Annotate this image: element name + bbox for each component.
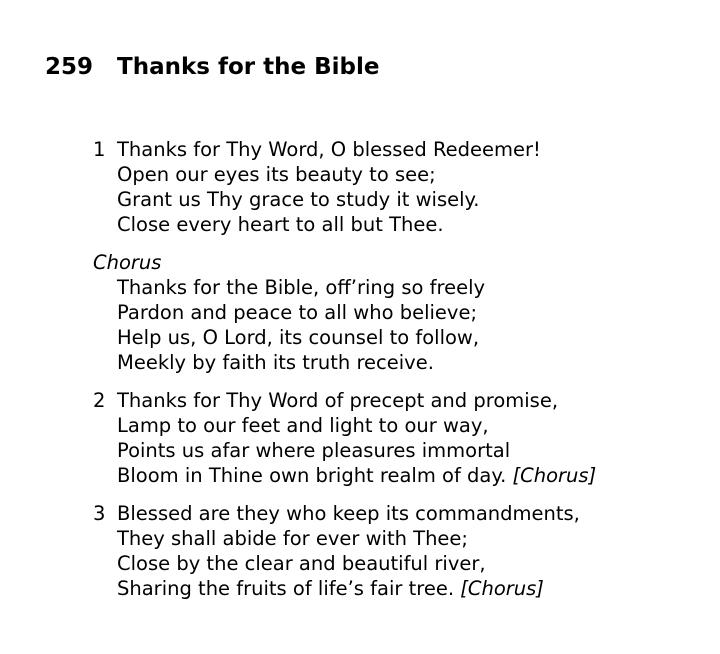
verse-line: [93, 576, 596, 601]
verse-text: Open our eyes its beauty to see;: [117, 163, 436, 186]
verse-3: [93, 501, 596, 601]
verse-number: 1: [93, 138, 106, 161]
verse-text: Grant us Thy grace to study it wisely.: [117, 188, 480, 211]
chorus-text: Meekly by faith its truth receive.: [117, 351, 434, 374]
verse-text: Close by the clear and beautiful river,: [117, 552, 486, 575]
verse-line: [93, 501, 596, 526]
verse-1: [93, 137, 596, 237]
chorus-reference: [Chorus]: [460, 577, 544, 600]
verse-text: Sharing the fruits of life’s fair tree.: [117, 577, 455, 600]
chorus-line: [93, 350, 596, 375]
verse-text: Close every heart to all but Thee.: [117, 213, 444, 236]
verse-number: 2: [93, 389, 106, 412]
verse-line: [93, 526, 596, 551]
verse-line: [93, 187, 596, 212]
verse-line: [93, 388, 596, 413]
chorus-label: Chorus: [93, 251, 162, 274]
hymn-heading: [45, 52, 379, 82]
verse-text: They shall abide for ever with Thee;: [117, 527, 468, 550]
chorus-line: [93, 325, 596, 350]
verse-line: [93, 551, 596, 576]
verse-line: [93, 413, 596, 438]
verse-line: [93, 463, 596, 488]
hymn-number: 259: [45, 54, 94, 80]
chorus-reference: [Chorus]: [512, 464, 597, 487]
hymn-title: Thanks for the Bible: [117, 54, 380, 80]
chorus-text: Thanks for the Bible, off’ring so freely: [117, 276, 486, 299]
verse-line: [93, 212, 596, 237]
verse-line: [93, 137, 596, 162]
verse-text: Bloom in Thine own bright realm of day.: [117, 464, 507, 487]
verse-2: [93, 388, 596, 488]
verse-number: 3: [93, 502, 106, 525]
hymn-body: [93, 137, 596, 614]
chorus-line: [93, 300, 596, 325]
verse-text: Lamp to our feet and light to our way,: [117, 414, 489, 437]
verse-text: Blessed are they who keep its commandments,: [117, 502, 580, 525]
verse-text: Points us afar where pleasures immortal: [117, 439, 511, 462]
chorus: [93, 250, 596, 375]
verse-line: [93, 438, 596, 463]
verse-text: Thanks for Thy Word of precept and promise,: [117, 389, 559, 412]
verse-line: [93, 162, 596, 187]
chorus-line: [93, 275, 596, 300]
verse-text: Thanks for Thy Word, O blessed Redeemer!: [117, 138, 541, 161]
chorus-text: Help us, O Lord, its counsel to follow,: [117, 326, 480, 349]
chorus-text: Pardon and peace to all who believe;: [117, 301, 478, 324]
